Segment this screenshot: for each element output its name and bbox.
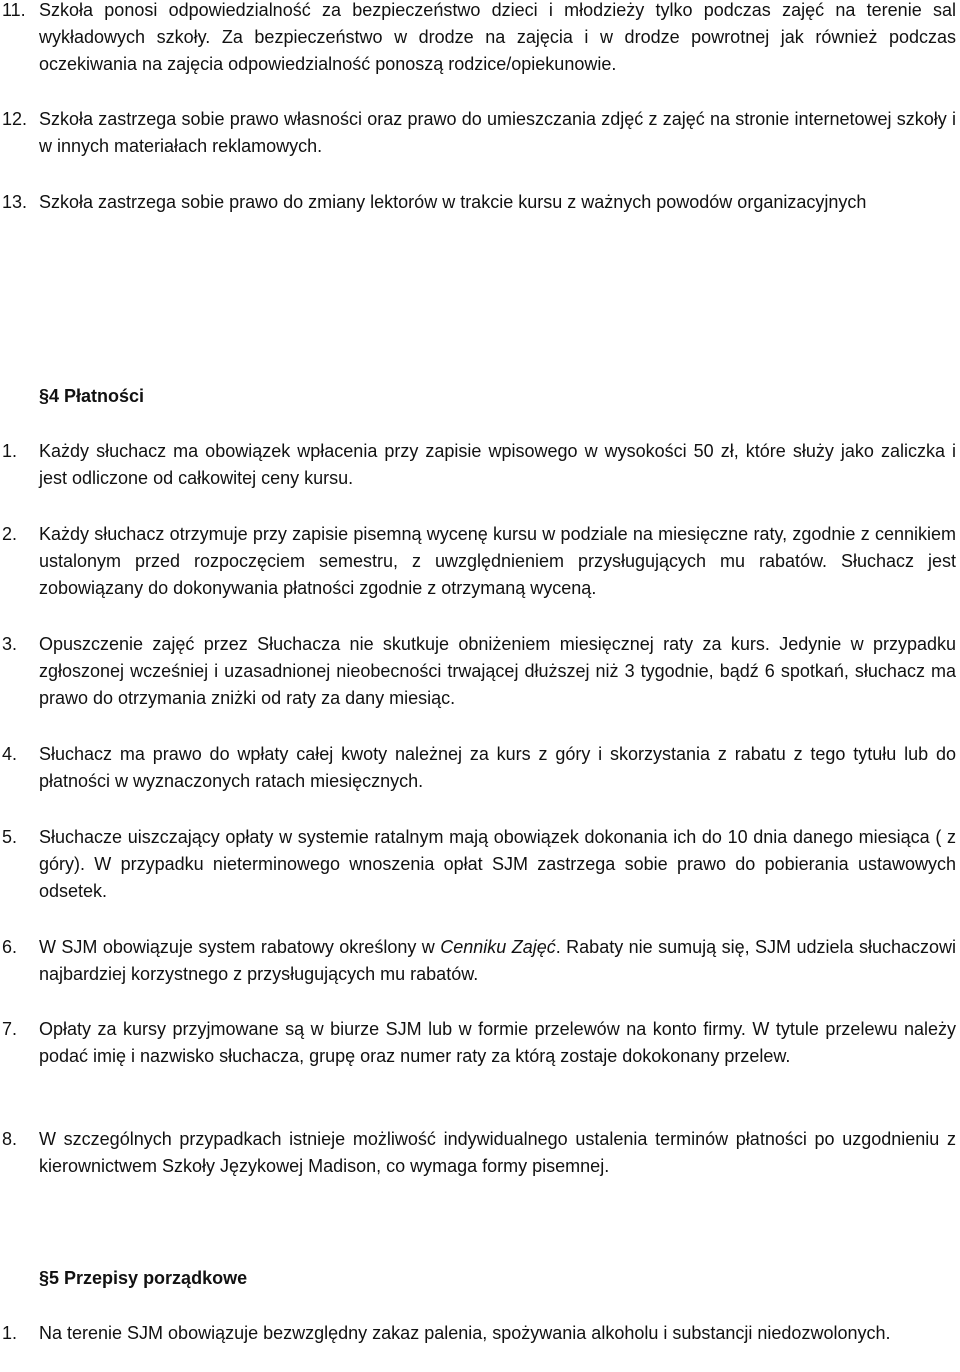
item-number: 13. [2, 192, 28, 212]
item-text: W szczególnych przypadkach istnieje możliwość indywidualnego ustalenia terminów płatności po uzgodnieniu z kierownictwem Szkoły Językowej Madison, co wymaga formy pisemnej. [39, 1129, 956, 1176]
item-text: Opłaty za kursy przyjmowane są w biurze SJM lub w formie przelewów na konto firmy. W tytule przelewu należy podać imię i nazwisko słuchacza, grupę oraz numer raty za którą zostaje dokokonany przelew. [39, 1019, 956, 1066]
payment-item-7 [0, 1016, 956, 1070]
item-number: 8. [2, 1129, 18, 1149]
item-text: Szkoła zastrzega sobie prawo własności oraz prawo do umieszczania zdjęć z zajęć na stronie internetowej szkoły i w innych materiałach reklamowych. [39, 109, 956, 156]
item-number: 5. [2, 827, 18, 847]
item-text: Słuchacze uiszczający opłaty w systemie ratalnym mają obowiązek dokonania ich do 10 dnia danego miesiąca ( z góry). W przypadku nieterminowego wnoszenia opłat SJM zastrzega sobie prawo do pobierania ustawowych odsetek. [39, 827, 956, 901]
item-number: 2. [2, 524, 18, 544]
payment-item-8 [0, 1126, 956, 1180]
item-number: 4. [2, 744, 18, 764]
price-list-reference: Cenniku Zajęć [440, 937, 556, 957]
item-number: 1. [2, 441, 18, 461]
payment-item-1 [0, 438, 956, 492]
rule-item-13 [0, 189, 956, 216]
item-number: 6. [2, 937, 18, 957]
payment-item-4 [0, 741, 956, 795]
item-text: Opuszczenie zajęć przez Słuchacza nie skutkuje obniżeniem miesięcznej raty za kurs. Jedynie w przypadku zgłoszonej wcześniej i uzasadnionej nieobecności trwającej dłuższej niż 3 tygodnie, bądź 6 spotkań, słuchacz ma prawo do otrzymania zniżki od raty za dany miesiąc. [39, 634, 956, 708]
regulation-item-1 [0, 1320, 956, 1347]
item-text [39, 934, 956, 988]
payment-item-6 [0, 934, 956, 988]
item-text-part: W SJM obowiązuje system rabatowy określony w [39, 937, 441, 957]
item-number: 7. [2, 1019, 18, 1039]
section-heading-regulations: §5 Przepisy porządkowe [39, 1268, 248, 1288]
item-number: 1. [2, 1323, 18, 1343]
item-number: 12. [2, 109, 28, 129]
item-text: Słuchacz ma prawo do wpłaty całej kwoty należnej za kurs z góry i skorzystania z rabatu z tego tytułu lub do płatności w wyznaczonych ratach miesięcznych. [39, 744, 956, 791]
item-text: Każdy słuchacz ma obowiązek wpłacenia przy zapisie wpisowego w wysokości 50 zł, które służy jako zaliczka i jest odliczone od całkowitej ceny kursu. [39, 441, 956, 488]
rule-item-12 [0, 106, 956, 160]
item-text: Szkoła zastrzega sobie prawo do zmiany lektorów w trakcie kursu z ważnych powodów organizacyjnych [39, 192, 867, 212]
section-heading-payments: §4 Płatności [39, 386, 145, 406]
rule-item-11 [0, 0, 956, 78]
payment-item-3 [0, 631, 956, 712]
payment-item-2 [0, 521, 956, 602]
item-text: Na terenie SJM obowiązuje bezwzględny zakaz palenia, spożywania alkoholu i substancji niedozwolonych. [39, 1323, 891, 1343]
payment-item-5 [0, 824, 956, 905]
item-text: Każdy słuchacz otrzymuje przy zapisie pisemną wycenę kursu w podziale na miesięczne raty, zgodnie z cennikiem ustalonym przed rozpoczęciem semestru, z uwzględnieniem przysługujących mu rabatów. Słuchacz jest zobowiązany do dokonywania płatności zgodnie z otrzymaną wyceną. [39, 524, 956, 598]
item-number: 3. [2, 634, 18, 654]
item-text-part: . Rabaty nie sumują się, SJM udziela słuchaczowi najbardziej korzystnego z przysługujących mu rabatów. [39, 937, 956, 984]
item-text: Szkoła ponosi odpowiedzialność za bezpieczeństwo dzieci i młodzieży tylko podczas zajęć na terenie sal wykładowych szkoły. Za bezpieczeństwo w drodze na zajęcia i w drodze powrotnej jak również podczas oczekiwania na zajęcia odpowiedzialność ponoszą rodzice/opiekunowie. [39, 0, 956, 74]
item-number: 11. [2, 0, 26, 20]
